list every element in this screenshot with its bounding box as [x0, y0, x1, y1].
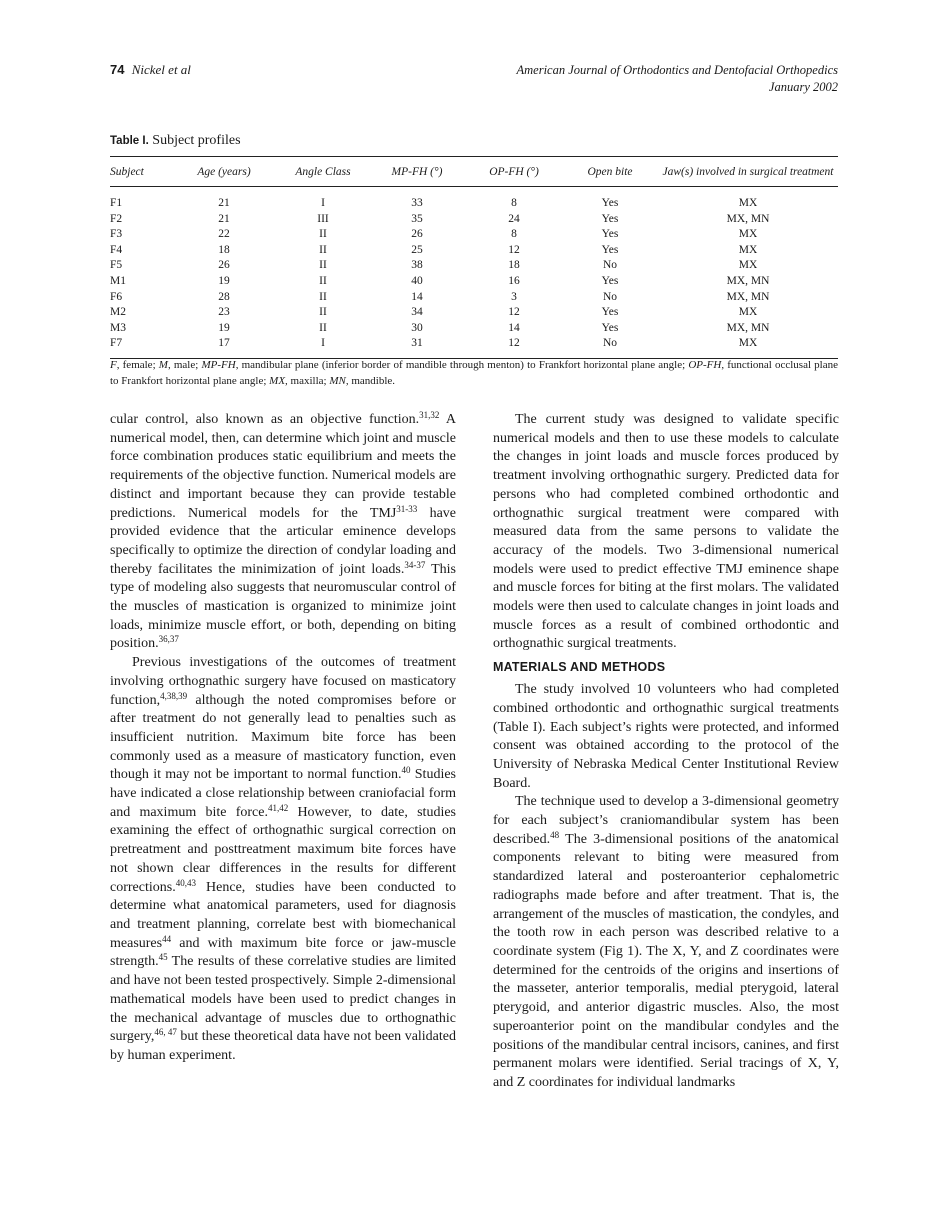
table-cell: No [602, 290, 618, 303]
citation: 45 [158, 952, 168, 963]
table-row [110, 258, 838, 274]
table-cell: III [317, 212, 329, 225]
body-paragraph: The current study was designed to validate specific numerical models and then to use these models to calculate the changes in joint loads and muscle forces produced by treatment involving orthognathic surgery. Predicted data for persons who had completed combined orthodontic and orthognathic surgical treatment were compared with measured data from the same persons to validate the accuracy of the models. Two 3-dimensional numerical models were used to predict effective TMJ eminence shape and muscle forces for biting at the first molars. The validated models were then used to calculate changes in joint loads and muscle forces as a result of combined orthodontic and orthognathic surgical treatments. [493, 412, 839, 652]
table-cell: 21 [218, 212, 230, 225]
table-cell: 22 [218, 228, 230, 241]
text-run: A numerical model, then, can determine which joint and muscle force combination produces static equilibrium and meets the requirements of the objective function. Numerical models are distinct and important because they can provide testable predictions. Numerical models for the TMJ [110, 412, 456, 521]
table-row [110, 321, 838, 337]
table-cell: II [319, 306, 327, 319]
table-cell: II [319, 290, 327, 303]
running-header-right [517, 62, 839, 96]
subject-profiles-table [110, 156, 838, 359]
citation: 31,32 [419, 410, 440, 420]
text-run: Previous investigations of the outcomes of treatment involving orthognathic surgery have focused on masticatory function, [110, 655, 456, 708]
table-row [110, 187, 838, 212]
table-row [110, 212, 838, 228]
abbr-def: maxilla; [287, 375, 330, 387]
column-header: Open bite [587, 165, 633, 178]
text-run: The results of these correlative studies are limited and have not been tested prospectively. Simple 2-dimensional mathematical models have been used to predict changes in the mechanical advantage of muscles due to orthognathic surgery, [110, 954, 456, 1045]
issue-date: January 2002 [768, 80, 838, 94]
abbr: MP-FH [201, 359, 236, 371]
body-paragraph [493, 793, 839, 1092]
body-paragraph [110, 411, 456, 654]
citation: 44 [162, 933, 172, 944]
table-cell: MX [738, 259, 758, 272]
table-cell: 23 [218, 306, 230, 319]
column-header: OP-FH (°) [489, 165, 539, 178]
table-cell: 19 [218, 274, 230, 287]
table-cell: F4 [110, 243, 123, 256]
table-row [110, 336, 838, 358]
abbr: F [110, 359, 117, 371]
table-cell: I [321, 337, 325, 350]
column-header: Age (years) [197, 165, 251, 178]
table-cell: 12 [508, 306, 520, 319]
abbr: MN, [329, 375, 349, 387]
citation: 34-37 [404, 559, 426, 570]
table-row [110, 243, 838, 259]
table-cell: MX, MN [726, 321, 770, 334]
table-cell: 35 [411, 212, 423, 225]
table-cell: MX [738, 306, 758, 319]
left-column [110, 411, 456, 1066]
abbr: MX, [269, 375, 288, 387]
text-run: have provided evidence that the articular eminence develops specifically to optimize the direction of condylar loading and thereby facilitates the minimization of joint loads. [110, 505, 456, 577]
table-cell: No [602, 259, 618, 272]
table-header-row [110, 157, 838, 187]
table-cell: MX, MN [726, 290, 770, 303]
table-cell: Yes [601, 228, 619, 241]
table-cell: 12 [508, 243, 520, 256]
table-cell: Yes [601, 243, 619, 256]
column-header: Jaw(s) involved in surgical treatment [662, 165, 834, 178]
body-paragraph: The study involved 10 volunteers who had completed combined orthodontic and orthognathic surgical treatments (Table I). Each subject’s rights were protected, and informed consent was obtained according to the protocol of the University of Nebraska Medical Center Institutional Review Board. [493, 682, 839, 791]
text-run: cular control, also known as an objective function. [110, 412, 420, 427]
table-cell: MX [738, 197, 758, 209]
table-row [110, 290, 838, 306]
table-cell: Yes [601, 321, 619, 334]
table-cell: II [319, 321, 327, 334]
table-cell: 21 [218, 197, 230, 209]
table-cell: 18 [218, 243, 230, 256]
table-label: Table I. [110, 135, 149, 147]
table-cell: MX [738, 243, 758, 256]
table-cell: MX [738, 228, 758, 241]
abbr-def: mandible. [348, 375, 396, 387]
table-cell: Yes [601, 212, 619, 225]
table-cell: 14 [508, 321, 520, 334]
table-cell: 31 [411, 337, 423, 350]
table-cell: MX, MN [726, 274, 770, 287]
citation: 31-33 [396, 503, 418, 514]
citation: 48 [550, 829, 560, 840]
table-cell: 26 [411, 228, 423, 241]
text-run: Hence, studies have been conducted to determine what anatomical parameters, used for diagnosis and treatment planning, correlate best with biomechanical measures [110, 879, 456, 951]
text-run: The technique used to develop a 3-dimensional geometry for each subject’s craniomandibular system has been described. [493, 794, 839, 847]
text-run: This type of modeling also suggests that neuromuscular control of the muscles of mastication is organized to minimize joint loads, minimize muscle effort, or both, depending on biting position. [110, 561, 456, 652]
column-header: Subject [110, 165, 144, 178]
table-cell: 33 [411, 197, 423, 209]
abbr-def: , mandibular plane (inferior border of mandible through menton) to Frankfort horizontal plane angle; [235, 359, 689, 371]
abbr-def: , functional occlusal plane to Frankfort horizontal plane angle; [110, 359, 838, 387]
table-cell: 25 [411, 243, 423, 256]
table-body [110, 187, 838, 359]
right-column [493, 411, 839, 1093]
table-cell: F2 [110, 212, 123, 225]
table-cell: F1 [110, 197, 123, 209]
table-cell: Yes [601, 274, 619, 287]
section-heading: MATERIALS AND METHODS [493, 660, 666, 675]
table-cell: M3 [110, 321, 126, 334]
table-cell: F5 [110, 259, 123, 272]
table-cell: F7 [110, 337, 123, 350]
table-cell: 19 [218, 321, 230, 334]
citation: 40 [401, 765, 411, 776]
table-cell: 40 [411, 274, 423, 287]
page-number: 74 [110, 62, 125, 77]
abbr: OP-FH [688, 359, 722, 371]
column-header: MP-FH (°) [391, 165, 443, 178]
text-run: However, to date, studies examining the effect of orthognathic surgical correction on pretreatment and posttreatment maximum bite forces have not shown clear differences in the results for different corrections. [110, 804, 456, 895]
table-cell: 17 [218, 337, 230, 350]
table-title: Subject profiles [152, 133, 241, 148]
table-cell: MX, MN [726, 212, 770, 225]
table-caption [110, 133, 241, 149]
table-cell: 28 [218, 290, 230, 303]
table-row [110, 305, 838, 321]
running-authors: Nickel et al [131, 62, 191, 77]
table-cell: 38 [411, 259, 423, 272]
table-cell: 16 [508, 274, 520, 287]
table-cell: 26 [218, 259, 230, 272]
citation: 36,37 [158, 634, 179, 645]
body-paragraph [110, 654, 456, 1065]
table-cell: M2 [110, 306, 126, 319]
table-cell: 3 [511, 290, 517, 303]
table-cell: No [602, 337, 618, 350]
table-cell: MX [738, 337, 758, 350]
table-cell: II [319, 243, 327, 256]
citation: 4,38,39 [160, 690, 188, 701]
table-row [110, 274, 838, 290]
text-run: but these theoretical data have not been validated by human experiment. [110, 1029, 457, 1063]
running-header-left [110, 62, 191, 78]
citation: 46, 47 [154, 1027, 177, 1038]
text-run: Studies have indicated a close relationship between craniofacial form and maximum bite force. [110, 767, 457, 820]
abbr: M [158, 359, 168, 371]
citation: 41,42 [267, 802, 289, 813]
table-cell: I [321, 197, 325, 209]
table-cell: 12 [508, 337, 520, 350]
abbr-def: , male; [167, 359, 202, 371]
table-cell: F6 [110, 290, 123, 303]
column-header: Angle Class [295, 165, 351, 178]
table-cell: 24 [508, 212, 520, 225]
table-cell: 30 [411, 321, 423, 334]
table-cell: 8 [511, 197, 517, 209]
text-run: although the noted compromises before or after treatment do not generally lead to penalties such as insufficient nutrition. Maximum bite force has been commonly used as a measure of masticatory function, even though it may not be important to normal function. [110, 692, 456, 783]
table-cell: II [319, 228, 327, 241]
table-cell: II [319, 259, 327, 272]
table-cell: 8 [511, 228, 517, 241]
text-run: The 3-dimensional positions of the anatomical components relevant to biting were measured from standardized lateral and posteroanterior cephalometric radiographs made before and after treatment. That is, the arrangement of the muscles of mastication, the condyles, and the tooth row in each person was described relative to a coordinate system (Fig 1). The X, Y, and Z coordinates were determined for the centroids of the origins and insertions of the masseter, anterior temporalis, medial pterygoid, lateral pterygoid, and anterior digastric muscles. Also, the most superoanterior point on the mandibular condyles and the positions of the mandibular central incisors, canines, and first permanent molars were identified. Serial tracings of X, Y, and Z coordinates for individual landmarks [493, 831, 839, 1090]
abbr-def: , female; [116, 359, 159, 371]
journal-name: American Journal of Orthodontics and Dentofacial Orthopedics [516, 63, 838, 77]
table-cell: 14 [411, 290, 423, 303]
table-cell: Yes [601, 306, 619, 319]
citation: 40,43 [175, 877, 196, 888]
table-cell: 34 [411, 306, 423, 319]
table-cell: II [319, 274, 327, 287]
table-row [110, 227, 838, 243]
text-run: and with maximum bite force or jaw-muscle strength. [110, 935, 456, 970]
table-cell: Yes [601, 197, 619, 209]
table-cell: M1 [110, 274, 126, 287]
table-cell: 18 [508, 259, 520, 272]
table-cell: F3 [110, 228, 123, 241]
table-footnote [110, 357, 838, 389]
